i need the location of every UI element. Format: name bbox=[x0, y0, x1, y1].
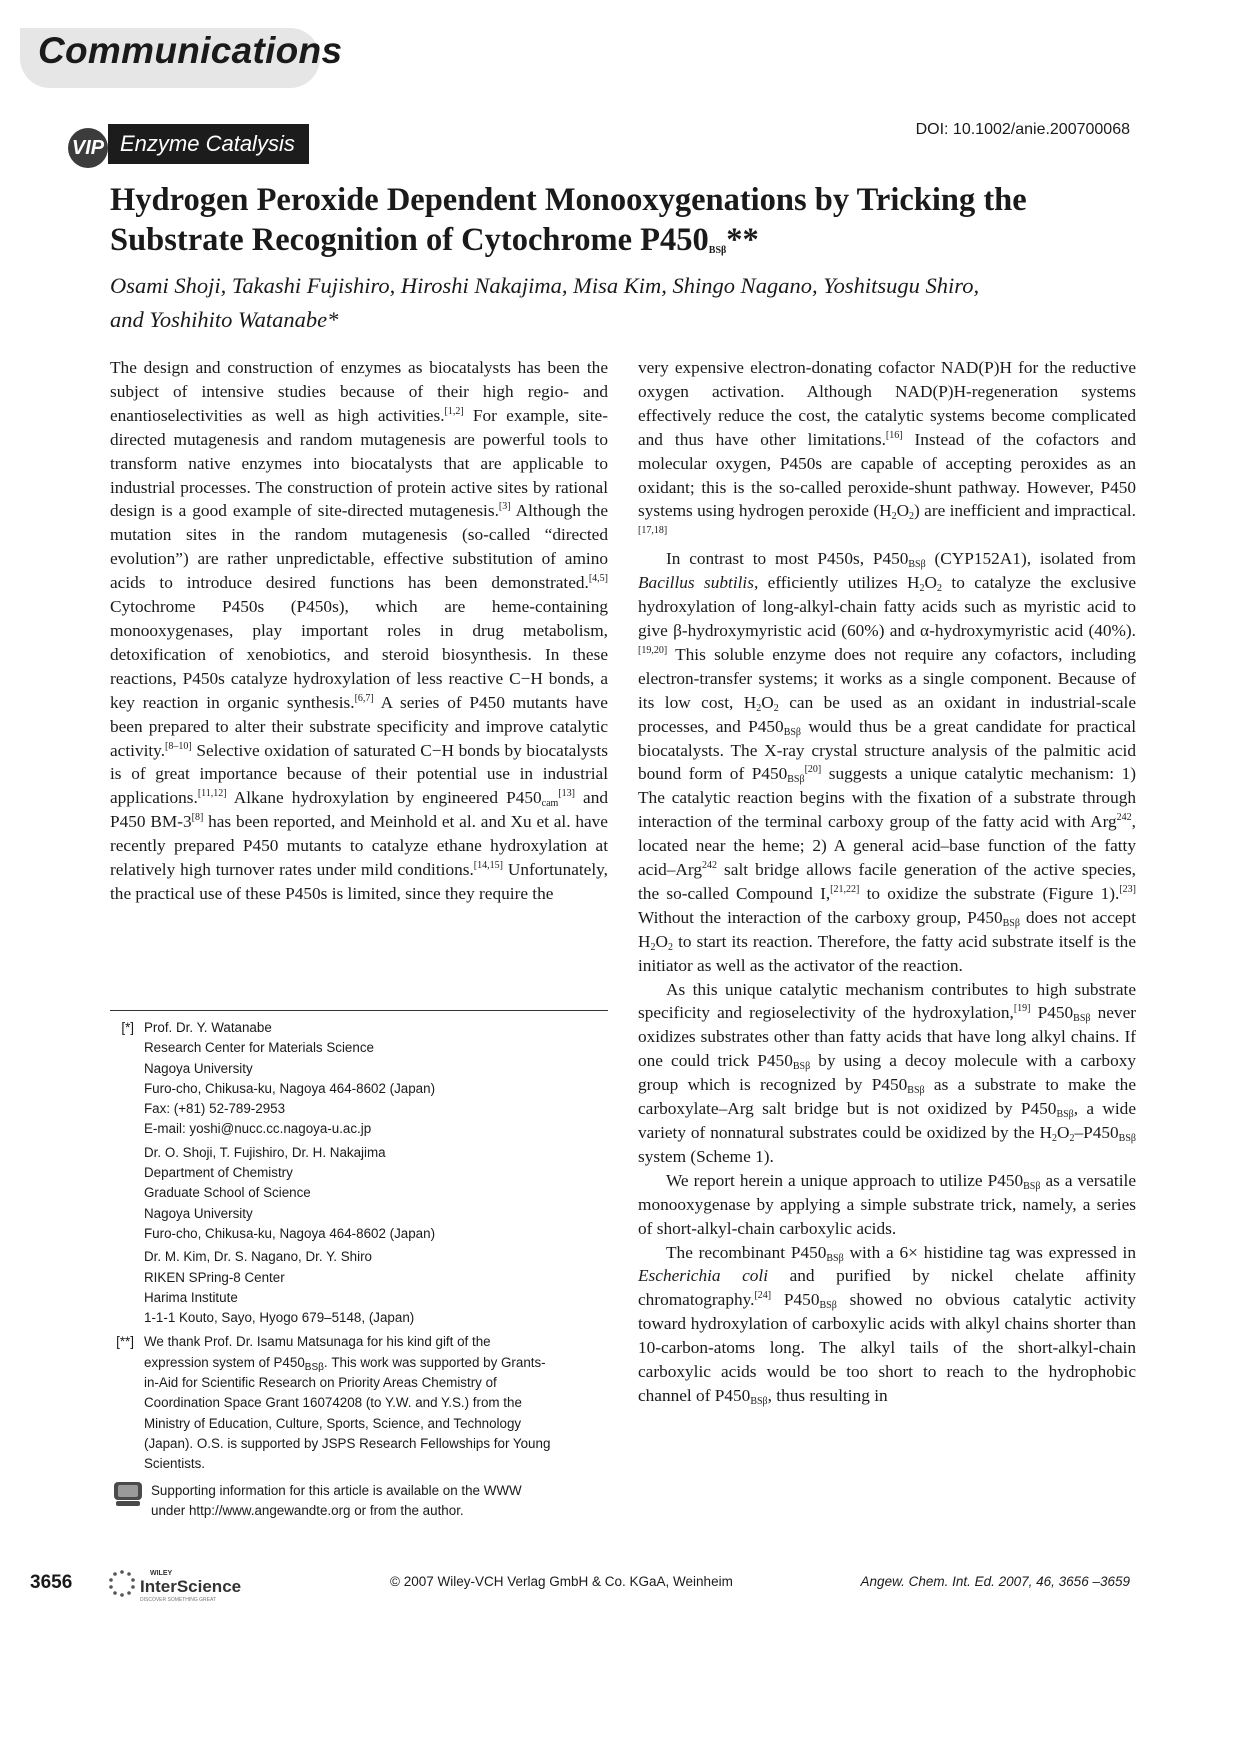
address-line: Graduate School of Science bbox=[144, 1185, 311, 1201]
email-link[interactable]: E-mail: yoshi@nucc.cc.nagoya-u.ac.jp bbox=[144, 1121, 372, 1137]
interscience-logo-icon bbox=[108, 1566, 278, 1604]
fax-line: Fax: (+81) 52-789-2953 bbox=[144, 1101, 286, 1117]
footnote-mark: [**] bbox=[116, 1334, 134, 1350]
address-line: Dr. O. Shoji, T. Fujishiro, Dr. H. Nakajima bbox=[144, 1144, 386, 1160]
doi[interactable]: DOI: 10.1002/anie.200700068 bbox=[915, 121, 1130, 138]
computer-icon bbox=[113, 1481, 143, 1507]
ack-line: (Japan). O.S. is supported by JSPS Research Fellowships for Young bbox=[144, 1435, 551, 1451]
ack-line: Scientists. bbox=[144, 1456, 206, 1472]
supporting-info-note bbox=[110, 1481, 608, 1522]
category-label: Enzyme Catalysis bbox=[108, 124, 309, 164]
ack-line: Ministry of Education, Culture, Sports, Science, and Technology bbox=[144, 1415, 522, 1431]
address-line: 1-1-1 Kouto, Sayo, Hyogo 679–5148, (Japan) bbox=[144, 1310, 415, 1326]
address-line: Dr. M. Kim, Dr. S. Nagano, Dr. Y. Shiro bbox=[144, 1249, 372, 1265]
footnote-divider bbox=[110, 1010, 608, 1011]
address-line: Nagoya University bbox=[144, 1205, 253, 1221]
paragraph: In contrast to most P450s, $P450_{BS\beta}$ (CYP152A1), isolated from Bacillus subtilis, efficiently utilizes $H_2O_2$ to catalyze the exclusive hydroxylation of long-alkyl-chain fatty acids such as myristic acid to give β-hydroxymyristic acid (60%) and α-hydroxymyristic acid (40%).[19,20] This soluble enzyme does not require any cofactors, including electron-transfer systems; it works as a single component. Because of its low cost, $H_2O_2$ can be used as an oxidant in industrial-scale processes, and $P450_{BS\beta}$ would thus be a great candidate for practical biocatalysts. The X-ray crystal structure analysis of the palmitic acid bound form of $P450_{BS\beta}[20]$ suggests a unique catalytic mechanism: 1) The catalytic reaction begins with the fixation of a substrate through interaction of the terminal carboxy group of the fatty acid with Arg$^{242}$, located near the heme; 2) A general acid–base function of the fatty acid–Arg$^{242}$ salt bridge allows facile generation of the active species, the so-called Compound I,[21,22] to oxidize the substrate (Figure 1).[23] Without the interaction of the carboxy group, $P450_{BS\beta}$ does not accept $H_2O_2$ to start its reaction. Therefore, the fatty acid substrate itself is the initiator as well as the activator of the reaction. bbox=[638, 549, 1137, 975]
paragraph: The recombinant $P450_{BS\beta}$ with a 6× histidine tag was expressed in Escherichia coli and purified by nickel chelate affinity chromatography.[24] $P450_{BS\beta}$ showed no obvious catalytic activity toward hydroxylation of carboxylic acids with alkyl chains shorter than 10-carbon-atoms long. The alkyl tails of the short-alkyl-chain carboxylic acids would be too short to reach to the hydrophobic channel of $P450_{BS\beta}$, thus resulting in bbox=[638, 1242, 1137, 1407]
ack-line: expression system of $P450_{BS\beta}$. This work was supported by Grants- bbox=[144, 1354, 546, 1373]
address-line: Research Center for Materials Science bbox=[144, 1040, 374, 1056]
corresponding-author-note bbox=[110, 1018, 608, 1328]
body-column-right bbox=[638, 356, 1136, 1408]
ack-line: We thank Prof. Dr. Isamu Matsunaga for his kind gift of the bbox=[144, 1334, 491, 1350]
journal-reference: Angew. Chem. Int. Ed. 2007, 46, 3656 –3659 bbox=[860, 1574, 1130, 1589]
body-column-left bbox=[110, 356, 608, 906]
paragraph: The design and construction of enzymes as biocatalysts has been the subject of intensive studies because of their high regio- and enantioselectivities as well as high activities.[1,2] For example, site-directed mutagenesis and random mutagenesis are powerful tools to transform native enzymes into biocatalysts that are applicable to industrial processes. The construction of protein active sites by rational design is a good example of site-directed mutagenesis.[3] Although the mutation sites in the random mutagenesis (so-called “directed evolution”) are rather unpredictable, effective substitution of amino acids to introduce desired functions has been demonstrated.[4,5] Cytochrome P450s (P450s), which are heme-containing monooxygenases, play important roles in drug metabolism, detoxification of xenobiotics, and steroid biosynthesis. In these reactions, P450s catalyze hydroxylation of less reactive C−H bonds, a key reaction in organic synthesis.[6,7] A series of P450 mutants have been prepared to alter their substrate specificity and improve catalytic activity.[8–10] Selective oxidation of saturated C−H bonds by biocatalysts is of great importance because of their potential use in industrial applications.[11,12] Alkane hydroxylation by engineered $P450_{cam}[13]$ and P450 BM-3[8] has been reported, and Meinhold et al. and Xu et al. have recently prepared P450 mutants to catalyze ethane hydroxylation at relatively high turnover rates under mild conditions.[14,15] Unfortunately, the practical use of these P450s is limited, since they require the bbox=[110, 358, 609, 903]
footnotes bbox=[110, 1018, 608, 1521]
address-line: Nagoya University bbox=[144, 1060, 253, 1076]
ack-line: in-Aid for Scientific Research on Priority Areas Chemistry of bbox=[144, 1375, 497, 1391]
authors-line-1: Osami Shoji, Takashi Fujishiro, Hiroshi Nakajima, Misa Kim, Shingo Nagano, Yoshitsugu Shiro, bbox=[110, 273, 980, 298]
supporting-line: Supporting information for this article is available on the WWW bbox=[151, 1482, 522, 1498]
svg-text:DISCOVER SOMETHING GREAT: DISCOVER SOMETHING GREAT bbox=[140, 1597, 217, 1603]
paragraph: We report herein a unique approach to utilize $P450_{BS\beta}$ as a versatile monooxygenase by applying a simple substrate trick, namely, a series of short-alkyl-chain carboxylic acids. bbox=[638, 1170, 1137, 1238]
address-line: Department of Chemistry bbox=[144, 1165, 293, 1181]
address-line: Harima Institute bbox=[144, 1289, 238, 1305]
article-title: Hydrogen Peroxide Dependent Monooxygenations by Tricking the Substrate Recognition of Cytochrome $P450_{BS\beta}**$ bbox=[110, 182, 1027, 258]
address-line: Furo-cho, Chikusa-ku, Nagoya 464-8602 (Japan) bbox=[144, 1225, 436, 1241]
acknowledgment-note bbox=[110, 1332, 608, 1474]
footnote-mark: [*] bbox=[121, 1020, 134, 1035]
title-subscript: BSβ bbox=[708, 245, 727, 256]
author-list bbox=[110, 269, 1130, 337]
copyright-notice: © 2007 Wiley-VCH Verlag GmbH & Co. KGaA, Weinheim bbox=[390, 1574, 733, 1589]
section-title: Communications bbox=[38, 30, 343, 71]
address-line: Furo-cho, Chikusa-ku, Nagoya 464-8602 (Japan) bbox=[144, 1080, 436, 1096]
address-line: RIKEN SPring-8 Center bbox=[144, 1269, 285, 1285]
svg-text:InterScience: InterScience bbox=[140, 1577, 242, 1596]
paragraph: very expensive electron-donating cofactor NAD(P)H for the reductive oxygen activation. Although NAD(P)H-regeneration systems effectively reduce the cost, the catalytic systems become complicated and thus have other limitations.[16] Instead of the cofactors and molecular oxygen, P450s are capable of accepting peroxides as an oxidant; this is the so-called peroxide-shunt pathway. However, P450 systems using hydrogen peroxide $(H_2O_2)$ are inefficient and impractical.[17,18] bbox=[638, 358, 1137, 537]
ack-line: Coordination Space Grant 16074208 (to Y.W. and Y.S.) from the bbox=[144, 1395, 522, 1411]
svg-text:WILEY: WILEY bbox=[150, 1570, 173, 1577]
authors-line-2: and Yoshihito Watanabe* bbox=[110, 307, 339, 332]
supporting-link[interactable]: under http://www.angewandte.org or from the author. bbox=[151, 1502, 464, 1518]
address-line: Prof. Dr. Y. Watanabe bbox=[144, 1020, 272, 1035]
paragraph: As this unique catalytic mechanism contributes to high substrate specificity and regioselectivity of the hydroxylation,[19] $P450_{BS\beta}$ never oxidizes substrates other than fatty acids that have long alkyl chains. If one could trick $P450_{BS\beta}$ by using a decoy molecule with a carboxy group which is recognized by $P450_{BS\beta}$ as a substrate to make the carboxylate–Arg salt bridge but is not oxidized by $P450_{BS\beta}$, a wide variety of nonnatural substrates could be oxidized by the $H_2O_2-P450_{BS\beta}$ system (Scheme 1). bbox=[638, 979, 1136, 1166]
vip-badge-icon: VIP bbox=[68, 128, 108, 168]
page-number: 3656 bbox=[30, 1572, 73, 1593]
